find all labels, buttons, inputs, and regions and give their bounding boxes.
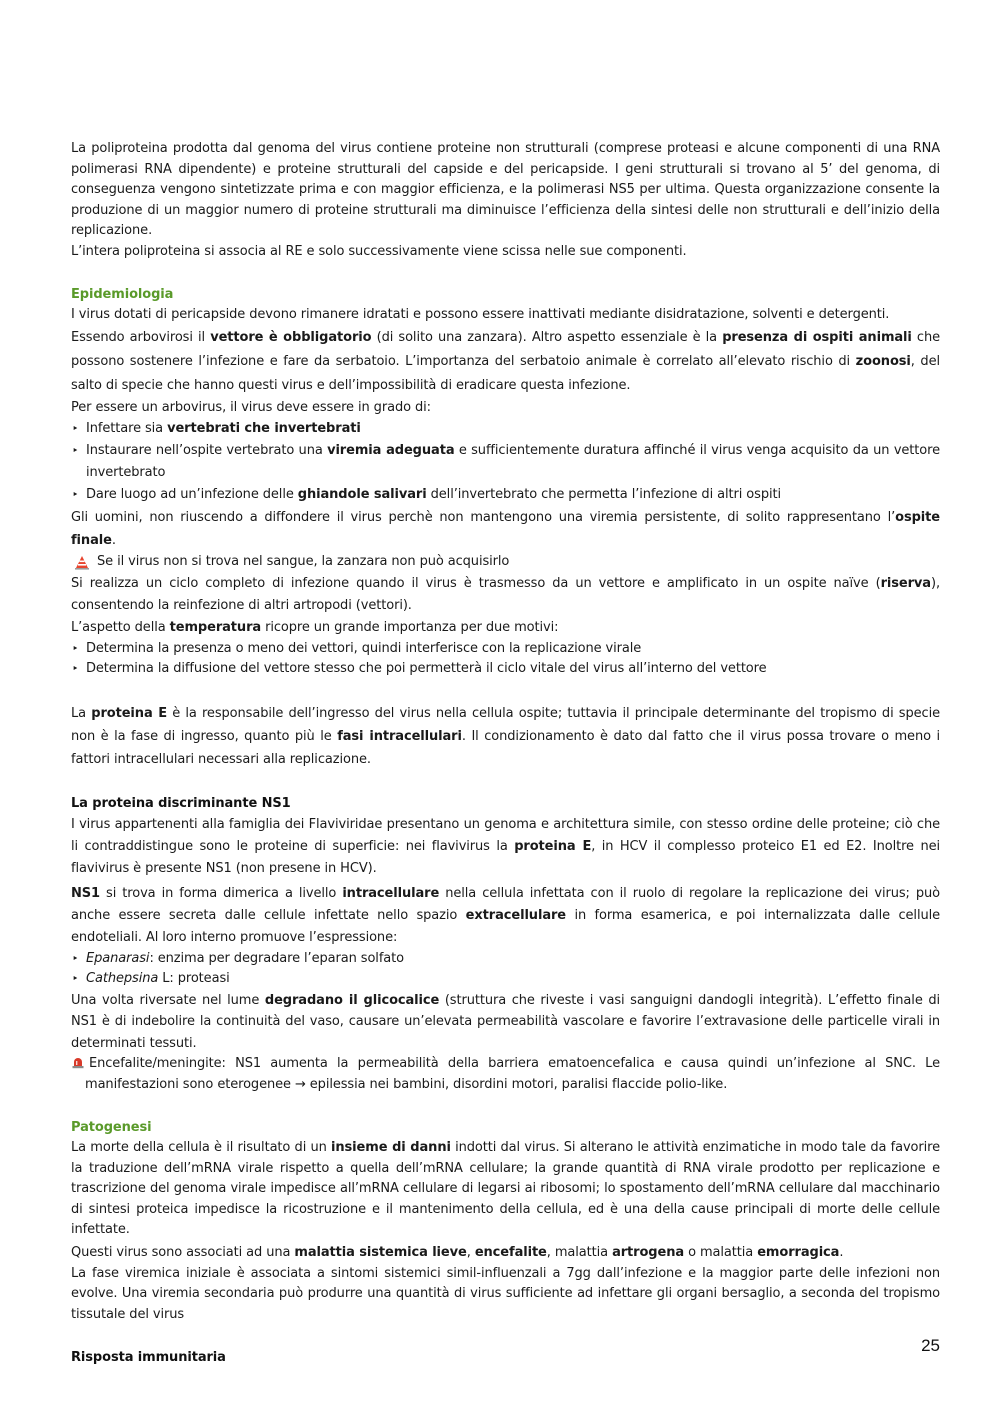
- section-title-ns1: La proteina discriminante NS1: [71, 795, 291, 811]
- list-item: ‣ Infettare sia vertebrati che invertebrati: [71, 418, 940, 440]
- paragraph: Una volta riversate nel lume degradano il glicocalice (struttura che riveste i vasi sanguigni dandogli integrità). L’effetto finale di NS1 è di indebolire la continuità del vaso, causare un’elevata permeabilità vascolare e favorire l’extravasione delle particelle virali in determinati tessuti.: [71, 992, 940, 1051]
- paragraph: La proteina E è la responsabile dell’ingresso del virus nella cellula ospite; tuttavia il principale determinante del tropismo di specie non è la fase di ingresso, quanto più le fasi intracellulari. Il condizionamento è dato dal fatto che il virus possa trovare o meno i fattori intracellulari necessari alla replicazione.: [71, 705, 941, 767]
- list-item: ‣ Epanarasi: enzima per degradare l’eparan solfato: [71, 949, 940, 970]
- paragraph: Essendo arbovirosi il vettore è obbligatorio (di solito una zanzara). Altro aspetto essenziale è la presenza di ospiti animali che possono sostenere l’infezione e fare da serbatoio. L’importanza del serbatoio animale è correlato all’elevato rischio di zoonosi, del salto di specie che hanno questi virus e dell’impossibilità di eradicare questa infezione.: [71, 329, 941, 393]
- paragraph: I virus dotati di pericapside devono rimanere idratati e possono essere inattivati mediante disidratazione, solventi e detergenti.: [71, 307, 890, 322]
- page-number: 25: [921, 1336, 940, 1355]
- list-item: ‣ Dare luogo ad un’infezione delle ghiandole salivari dell’invertebrato che permetta l’infezione di altri ospiti: [71, 484, 940, 506]
- paragraph: I virus appartenenti alla famiglia dei Flaviviridae presentano un genoma e architettura simile, con stesso ordine delle proteine; ciò che li contraddistingue sono le proteine di superficie: nei flavivirus la proteina E, in HCV il complesso proteico E1 ed E2. Inoltre nei flavivirus è presente NS1 (non presene in HCV).: [71, 816, 940, 876]
- paragraph: Questi virus sono associati ad una malattia sistemica lieve, encefalite, malattia artrogena o malattia emorragica.: [71, 1244, 844, 1260]
- paragraph: NS1 si trova in forma dimerica a livello intracellulare nella cellula infettata con il ruolo di regolare la replicazione dei virus; può anche essere secreta dalle cellule infettate nello spazio extracellulare in forma esamerica, e poi internalizzata dalle cellule endoteliali. Al loro interno promuove l’espressione:: [71, 885, 941, 945]
- list-item: ‣ Determina la presenza o meno dei vettori, quindi interferisce con la replicazione virale: [71, 639, 940, 660]
- temperature-list: [71, 639, 940, 680]
- warning-note: Se il virus non si trova nel sangue, la zanzara non può acquisirlo: [71, 552, 940, 573]
- paragraph: La morte della cellula è il risultato di un insieme di danni indotti dal virus. Si alterano le attività enzimatiche in modo tale da favorire la traduzione dell’mRNA virale rispetto a quella dell’mRNA cellulare; la grande quantità di RNA virale prodotto per replicazione e trascrizione del genoma virale impedisce all’mRNA cellulare di legarsi ai ribosomi; lo spostamento dell’mRNA cellulare dal macchinario di sintesi proteica impedisce la ricostruzione e il mantenimento della cellula, ed è una della cause principali di morte delle cellule infettate.: [71, 1140, 941, 1237]
- list-item: ‣ Cathepsina L: proteasi: [71, 969, 940, 990]
- paragraph: Per essere un arbovirus, il virus deve essere in grado di:: [71, 399, 431, 415]
- paragraph: Gli uomini, non riuscendo a diffondere il virus perchè non mantengono una viremia persistente, di solito rappresentano l’ospite finale.: [71, 510, 940, 548]
- warning-cone-icon: [74, 555, 90, 570]
- paragraph: La fase viremica iniziale è associata a sintomi sistemici simil-influenzali a 7gg dall’infezione e la maggior parte delle infezioni non evolve. Una viremia secondaria può produrre una quantità di virus sufficiente ad infettare gli organi bersaglio, a seconda del tropismo tissutale del virus: [71, 1265, 940, 1322]
- section-title-epidemiologia: Epidemiologia: [71, 287, 174, 302]
- alert-note: Encefalite/meningite: NS1 aumenta la permeabilità della barriera ematoencefalica e causa quindi un’infezione al SNC. Le manifestazioni sono eterogenee → epilessia nei bambini, disordini motori, paralisi flaccide polio-like.: [71, 1054, 940, 1095]
- paragraph: Si realizza un ciclo completo di infezione quando il virus è trasmesso da un vettore e amplificato in un ospite naïve (riserva), consentendo la reinfezione di altri artropodi (vettori).: [71, 575, 940, 613]
- arbovirus-requirements-list: [71, 418, 940, 506]
- intro-paragraph-2: L’intera poliproteina si associa al RE e solo successivamente viene scissa nelle sue componenti.: [71, 243, 687, 259]
- enzyme-list: [71, 949, 940, 990]
- list-item: ‣ Determina la diffusione del vettore stesso che poi permetterà il ciclo vitale del virus all’interno del vettore: [71, 659, 940, 680]
- intro-paragraph: La poliproteina prodotta dal genoma del virus contiene proteine non strutturali (comprese proteasi e alcune componenti di una RNA polimerasi RNA dipendente) e proteine strutturali del capside e del pericapside. I geni strutturali si trovano al 5’ del genoma, di conseguenza vengono sintetizzate prima e con maggior efficienza, e la polimerasi NS5 per ultima. Questa organizzazione consente la produzione di un maggior numero di proteine strutturali ma diminuisce l’efficienza della sintesi delle non strutturali e dell’inizio della replicazione.: [71, 141, 940, 238]
- section-title-risposta-immunitaria: Risposta immunitaria: [71, 1350, 226, 1365]
- document-page: [71, 139, 940, 1368]
- paragraph: L’aspetto della temperatura ricopre un grande importanza per due motivi:: [71, 619, 559, 635]
- section-title-patogenesi: Patogenesi: [71, 1120, 152, 1135]
- list-item: ‣ Instaurare nell’ospite vertebrato una viremia adeguata e sufficientemente duratura affinché il virus venga acquisito da un vettore invertebrato: [71, 440, 940, 484]
- red-alarm-icon: [71, 1055, 85, 1069]
